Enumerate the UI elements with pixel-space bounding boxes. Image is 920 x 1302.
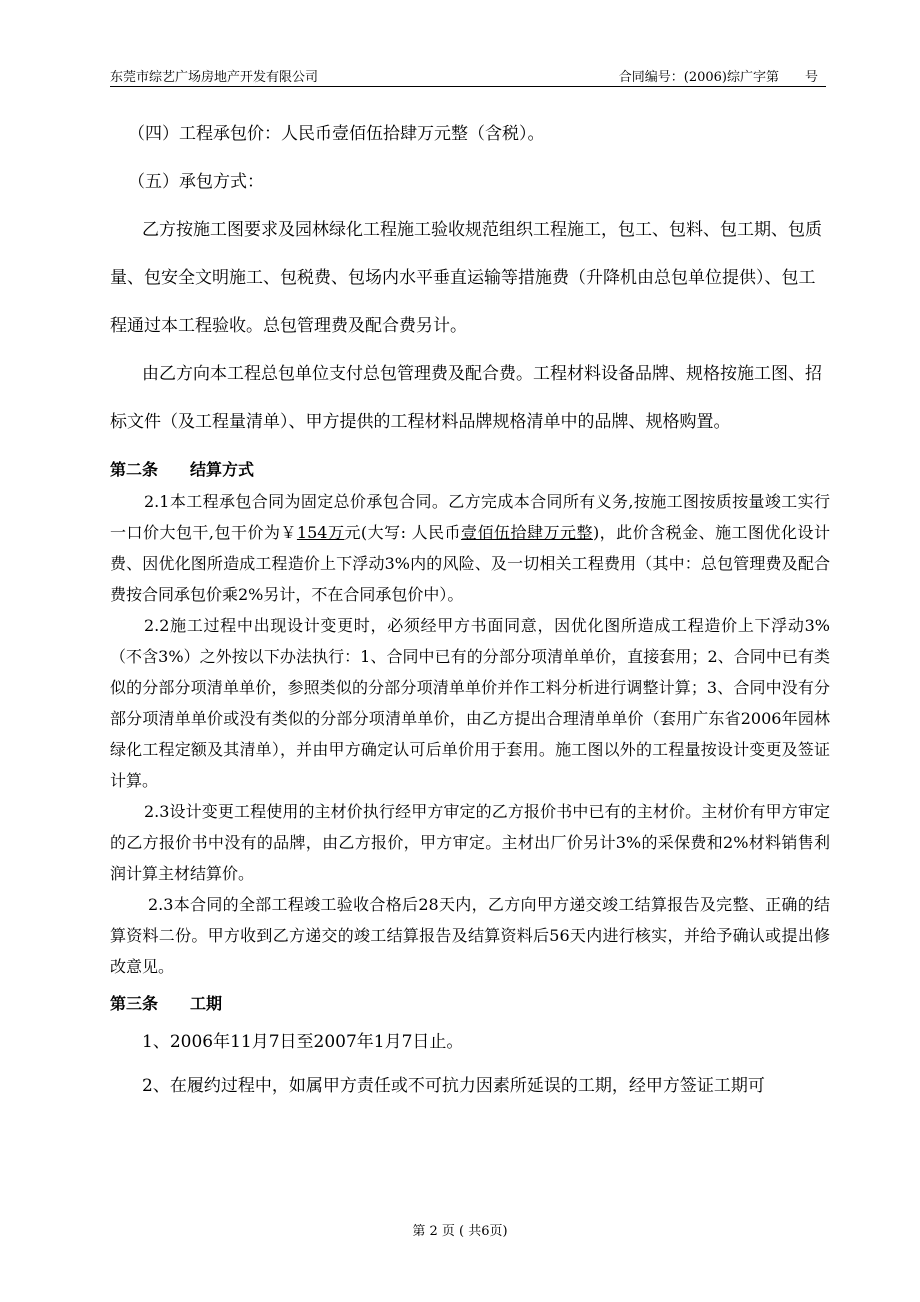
page-header	[110, 64, 826, 87]
paragraph-2-3: 2.3设计变更工程使用的主材价执行经甲方审定的乙方报价书中已有的主材价。主材价有甲方审定的乙方报价书中没有的品牌，由乙方报价，甲方审定。主材出厂价另计3%的采保费和2%材料销售利润计算主材结算价。	[110, 802, 830, 883]
page-footer: 第 2 页 ( 共6页)	[412, 1224, 508, 1239]
section-heading-settlement: 第二条 结算方式	[110, 460, 255, 479]
paragraph-2-2: 2.2施工过程中出现设计变更时，必须经甲方书面同意，因优化图所造成工程造价上下浮动3%（不含3%）之外按以下办法执行：1、合同中已有的分部分项清单单价，直接套用；2、合同中已有类似的分部分项清单单价，参照类似的分部分项清单单价并作工料分析进行调整计算；3、合同中没有分部分项清单单价或没有类似的分部分项清单单价，由乙方提出合理清单单价（套用广东省2006年园林绿化工程定额及其清单），并由甲方确定认可后单价用于套用。施工图以外的工程量按设计变更及签证计算。	[110, 616, 830, 790]
paragraph-3-2: 2、在履约过程中，如属甲方责任或不可抗力因素所延误的工期，经甲方签证工期可	[142, 1076, 765, 1096]
paragraph-materials: 由乙方向本工程总包单位支付总包管理费及配合费。工程材料设备品牌、规格按施工图、招标文件（及工程量清单）、甲方提供的工程材料品牌规格清单中的品牌、规格购置。	[110, 364, 822, 432]
company-name: 东莞市综艺广场房地产开发有限公司	[110, 70, 319, 85]
clause-price: （四）工程承包价：人民币壹佰伍拾肆万元整（含税）。	[128, 124, 545, 144]
paragraph-2-3b: 2.3本合同的全部工程竣工验收合格后28天内，乙方向甲方递交竣工结算报告及完整、正确的结算资料二份。甲方收到乙方递交的竣工结算报告及结算资料后56天内进行核实，并给予确认或提出修改意见。	[110, 895, 830, 976]
section-heading-duration: 第三条 工期	[110, 994, 223, 1013]
paragraph-contracting: 乙方按施工图要求及园林绿化工程施工验收规范组织工程施工，包工、包料、包工期、包质量、包安全文明施工、包税费、包场内水平垂直运输等措施费（升降机由总包单位提供）、包工程通过本工程验收。总包管理费及配合费另计。	[110, 220, 822, 336]
amount-figure: 154万	[296, 523, 345, 542]
contract-number: 合同编号：(2006)综广字第 号	[618, 70, 818, 85]
amount-words: 壹佰伍拾肆万元整	[461, 523, 593, 542]
document-body	[110, 110, 830, 1108]
paragraph-3-1: 1、2006年11月7日至2007年1月7日止。	[142, 1032, 464, 1052]
clause-method: （五）承包方式：	[128, 172, 264, 192]
paragraph-2-1: 2.1本工程承包合同为固定总价承包合同。乙方完成本合同所有义务,按施工图按质按量竣工实行一口价大包干,包干价为￥154万元(大写: 人民币壹佰伍拾肆万元整)，此价含税金、施工图优化设计费、因优化图所造成工程造价上下浮动3%内的风险、及一切相关工程费用（其中：总包管理费及配合费按合同承包价乘2%另计，不在合同承包价中）。	[110, 492, 830, 604]
